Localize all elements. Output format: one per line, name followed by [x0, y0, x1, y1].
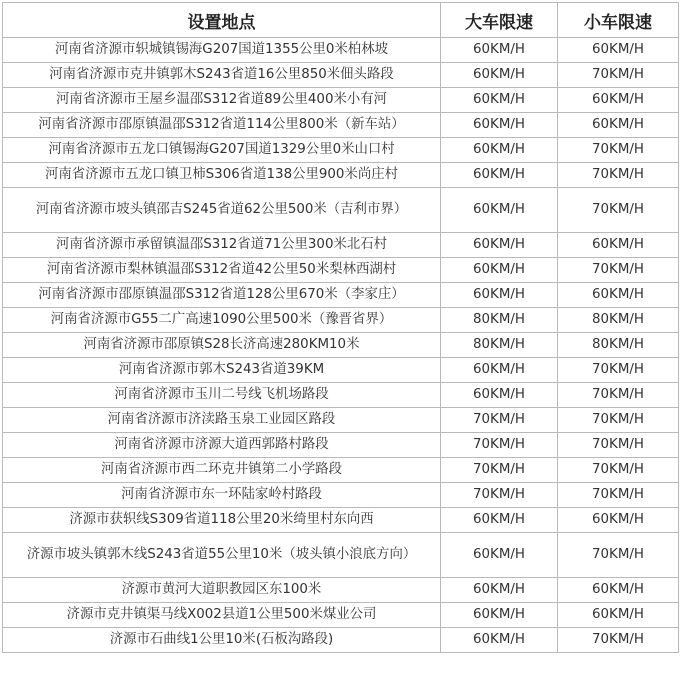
truck-limit-cell: 80KM/H	[441, 308, 558, 333]
location-cell: 河南省济源市梨林镇温邵S312省道42公里50米梨林西湖村	[3, 258, 441, 283]
truck-limit-cell: 60KM/H	[441, 358, 558, 383]
car-limit-cell: 70KM/H	[558, 533, 679, 578]
truck-limit-cell: 60KM/H	[441, 88, 558, 113]
truck-limit-cell: 60KM/H	[441, 508, 558, 533]
location-cell: 河南省济源市济渎路玉泉工业园区路段	[3, 408, 441, 433]
car-limit-cell: 60KM/H	[558, 88, 679, 113]
table-row	[3, 283, 679, 308]
truck-limit-cell: 70KM/H	[441, 458, 558, 483]
table-row	[3, 333, 679, 358]
truck-limit-cell: 60KM/H	[441, 63, 558, 88]
table-row	[3, 233, 679, 258]
car-limit-cell: 70KM/H	[558, 383, 679, 408]
truck-limit-cell: 60KM/H	[441, 188, 558, 233]
location-cell: 河南省济源市济源大道西郭路村路段	[3, 433, 441, 458]
table-row	[3, 483, 679, 508]
location-cell: 河南省济源市郭木S243省道39KM	[3, 358, 441, 383]
location-cell: 河南省济源市邵原镇温邵S312省道114公里800米（新车站）	[3, 113, 441, 138]
table-row	[3, 138, 679, 163]
table-row	[3, 38, 679, 63]
truck-limit-cell: 60KM/H	[441, 38, 558, 63]
table-row	[3, 458, 679, 483]
car-limit-cell: 80KM/H	[558, 333, 679, 358]
location-cell: 河南省济源市邵原镇S28长济高速280KM10米	[3, 333, 441, 358]
car-limit-cell: 70KM/H	[558, 138, 679, 163]
location-cell: 河南省济源市五龙口镇锡海G207国道1329公里0米山口村	[3, 138, 441, 163]
truck-limit-cell: 60KM/H	[441, 258, 558, 283]
table-row	[3, 408, 679, 433]
table-row	[3, 358, 679, 383]
table-row	[3, 383, 679, 408]
location-cell: 河南省济源市王屋乡温邵S312省道89公里400米小有河	[3, 88, 441, 113]
location-cell: 济源市黄河大道职教园区东100米	[3, 578, 441, 603]
car-limit-cell: 70KM/H	[558, 258, 679, 283]
car-limit-cell: 60KM/H	[558, 508, 679, 533]
truck-limit-cell: 60KM/H	[441, 113, 558, 138]
header-truck-limit: 大车限速	[441, 3, 558, 38]
location-cell: 河南省济源市玉川二号线飞机场路段	[3, 383, 441, 408]
truck-limit-cell: 60KM/H	[441, 138, 558, 163]
location-cell: 河南省济源市邵原镇温邵S312省道128公里670米（李家庄）	[3, 283, 441, 308]
location-cell: 河南省济源市克井镇郭木S243省道16公里850米佃头路段	[3, 63, 441, 88]
car-limit-cell: 60KM/H	[558, 283, 679, 308]
table-row	[3, 163, 679, 188]
location-cell: 济源市克井镇渠马线X002县道1公里500米煤业公司	[3, 603, 441, 628]
truck-limit-cell: 60KM/H	[441, 628, 558, 653]
table-row	[3, 508, 679, 533]
table-row	[3, 533, 679, 578]
car-limit-cell: 60KM/H	[558, 578, 679, 603]
location-cell: 河南省济源市五龙口镇卫柿S306省道138公里900米尚庄村	[3, 163, 441, 188]
car-limit-cell: 70KM/H	[558, 433, 679, 458]
table-row	[3, 578, 679, 603]
car-limit-cell: 60KM/H	[558, 233, 679, 258]
location-cell: 河南省济源市东一环陆家岭村路段	[3, 483, 441, 508]
location-cell: 济源市坡头镇郭木线S243省道55公里10米（坡头镇小浪底方向）	[3, 533, 441, 578]
speed-limit-table	[2, 2, 679, 653]
car-limit-cell: 70KM/H	[558, 358, 679, 383]
header-row	[3, 3, 679, 38]
table-row	[3, 603, 679, 628]
table-row	[3, 258, 679, 283]
table-row	[3, 628, 679, 653]
truck-limit-cell: 60KM/H	[441, 383, 558, 408]
car-limit-cell: 70KM/H	[558, 458, 679, 483]
location-cell: 河南省济源市坡头镇邵吉S245省道62公里500米（吉利市界）	[3, 188, 441, 233]
location-cell: 济源市获轵线S309省道118公里20米绮里村东向西	[3, 508, 441, 533]
table-row	[3, 113, 679, 138]
table-row	[3, 188, 679, 233]
truck-limit-cell: 60KM/H	[441, 163, 558, 188]
location-cell: 河南省济源市G55二广高速1090公里500米（豫晋省界）	[3, 308, 441, 333]
header-location: 设置地点	[3, 3, 441, 38]
car-limit-cell: 70KM/H	[558, 483, 679, 508]
car-limit-cell: 70KM/H	[558, 188, 679, 233]
truck-limit-cell: 70KM/H	[441, 483, 558, 508]
truck-limit-cell: 80KM/H	[441, 333, 558, 358]
car-limit-cell: 80KM/H	[558, 308, 679, 333]
truck-limit-cell: 70KM/H	[441, 408, 558, 433]
truck-limit-cell: 70KM/H	[441, 433, 558, 458]
header-car-limit: 小车限速	[558, 3, 679, 38]
car-limit-cell: 70KM/H	[558, 628, 679, 653]
location-cell: 河南省济源市轵城镇锡海G207国道1355公里0米柏林坡	[3, 38, 441, 63]
location-cell: 河南省济源市承留镇温邵S312省道71公里300米北石村	[3, 233, 441, 258]
truck-limit-cell: 60KM/H	[441, 603, 558, 628]
car-limit-cell: 60KM/H	[558, 38, 679, 63]
location-cell: 河南省济源市西二环克井镇第二小学路段	[3, 458, 441, 483]
truck-limit-cell: 60KM/H	[441, 533, 558, 578]
table-row	[3, 308, 679, 333]
truck-limit-cell: 60KM/H	[441, 283, 558, 308]
table-body	[3, 38, 679, 653]
car-limit-cell: 70KM/H	[558, 63, 679, 88]
car-limit-cell: 70KM/H	[558, 408, 679, 433]
location-cell: 济源市石曲线1公里10米(石板沟路段)	[3, 628, 441, 653]
truck-limit-cell: 60KM/H	[441, 233, 558, 258]
truck-limit-cell: 60KM/H	[441, 578, 558, 603]
car-limit-cell: 70KM/H	[558, 163, 679, 188]
table-row	[3, 88, 679, 113]
table-row	[3, 63, 679, 88]
table-row	[3, 433, 679, 458]
car-limit-cell: 60KM/H	[558, 113, 679, 138]
car-limit-cell: 60KM/H	[558, 603, 679, 628]
